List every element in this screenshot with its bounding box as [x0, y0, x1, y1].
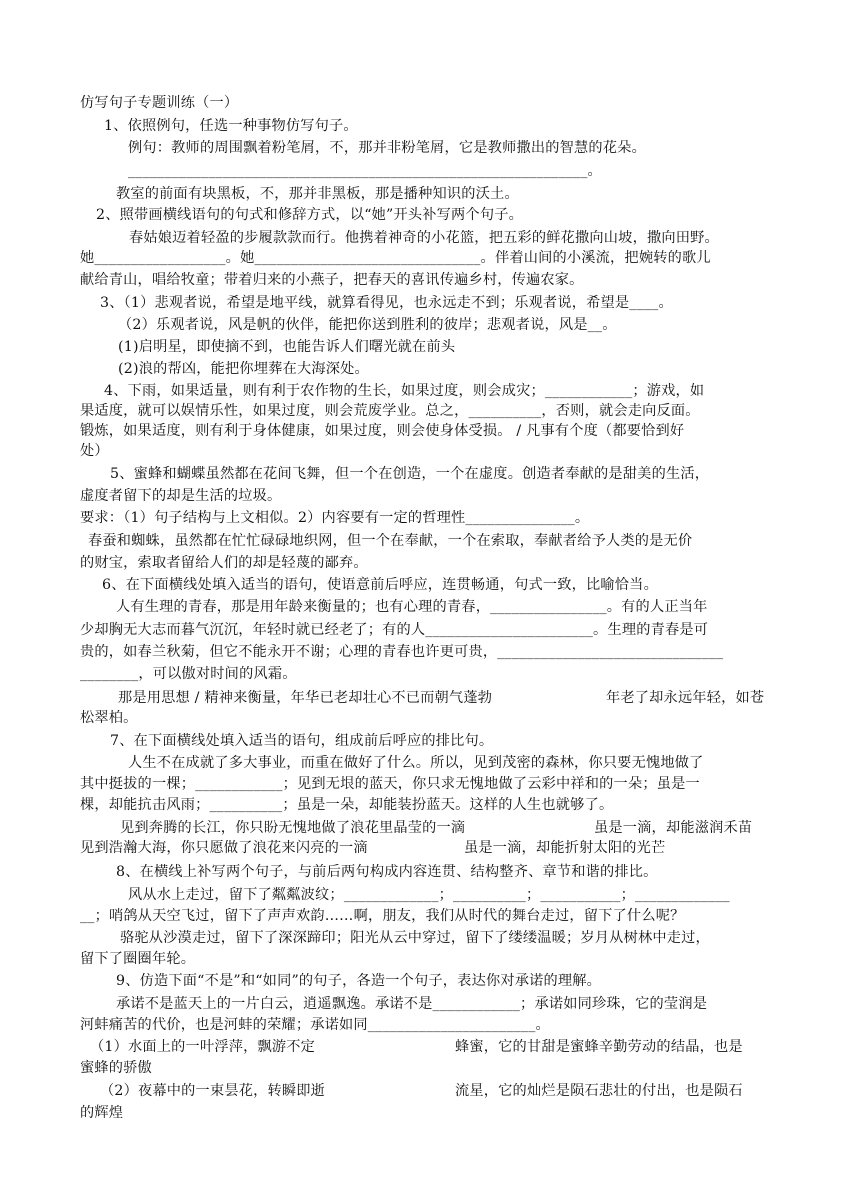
text-line: 虽是一滴，却能折射太阳的光芒	[464, 840, 666, 856]
text-line: 春姑娘迈着轻盈的步履款款而行。他携着神奇的小花篮，把五彩的鲜花撒向山坡，撒向田野。	[129, 230, 719, 246]
text-line: 那是用思想 / 精神来衡量，年华已老却壮心不已而朝气蓬勃	[118, 690, 493, 706]
text-line: 见到浩瀚大海，你只愿做了浪花来闪亮的一滴	[80, 840, 368, 856]
text-line: 虽是一滴，却能滋润禾苗	[594, 820, 753, 836]
text-line: __；哨鸽从天空飞过，留下了声声欢韵……啊，朋友，我们从时代的舞台走过，留下了什么呢？	[80, 908, 685, 924]
text-line: 骆驼从沙漠走过，留下了深深蹄印；阳光从云中穿过，留下了缕缕温暖；岁月从树林中走过，	[120, 930, 710, 946]
text-line: 流星，它的灿烂是陨石悲壮的付出，也是陨石	[455, 1083, 743, 1099]
text-line: (2)浪的帮凶，能把你埋葬在大海深处。	[118, 361, 369, 377]
text-line: 3、（1）悲观者说，希望是地平线，就算看得见，也永远走不到；乐观者说，希望是____。	[100, 295, 673, 311]
text-line: 松翠柏。	[80, 710, 138, 726]
text-line: 5、蜜蜂和蝴蝶虽然都在花间飞舞，但一个在创造，一个在虚度。创造者奉献的是甜美的生活，	[110, 466, 710, 482]
text-line: 见到奔腾的长江，你只盼无愧地做了浪花里晶莹的一滴	[120, 820, 466, 836]
text-line: 少却胸无大志而暮气沉沉，年轻时就已经老了；有的人_______________________。生理的青春是可	[80, 622, 709, 638]
text-line: 人生不在成就了多大事业，而重在做好了什么。所以，见到茂密的森林，你只要无愧地做了	[128, 755, 704, 771]
text-line: 虚度者留下的却是生活的垃圾。	[80, 488, 282, 504]
text-line: 锻炼，如果适度，则有利于身体健康，如果过度，则会使身体受损。 / 凡事有个度（都要恰到好	[80, 423, 685, 439]
text-line: 人有生理的青春，那是用年龄来衡量的；也有心理的青春，________________。有的人正当年	[116, 599, 708, 615]
text-line: 8、在横线上补写两个句子，与前后两句构成内容连贯、结构整齐、章节和谐的排比。	[116, 864, 658, 880]
text-line: 她__________________。她_______________________________。伴着山间的小溪流，把婉转的歌儿	[80, 250, 711, 266]
text-line: 河蚌痛苦的代价，也是河蚌的荣耀；承诺如同_______________________。	[80, 1017, 550, 1033]
text-line: 处）	[80, 443, 109, 459]
text-line: （1）水面上的一叶浮萍，飘游不定	[90, 1039, 316, 1055]
document-title: 仿写句子专题训练（一）	[80, 95, 239, 111]
text-line: 贵的，如春兰秋菊，但它不能永开不谢；心理的青春也许更可贵，_______________________________	[80, 644, 724, 660]
text-line: (1)启明星，即使摘不到，也能告诉人们曙光就在前头	[118, 339, 456, 355]
text-line: 9、仿造下面“不是”和“如同”的句子，各造一个句子，表达你对承诺的理解。	[116, 973, 602, 989]
text-line: 7、在下面横线处填入适当的语句，组成前后呼应的排比句。	[110, 733, 494, 749]
text-line: 2、照带画横线语句的句式和修辞方式，以“她”开头补写两个句子。	[96, 207, 523, 223]
text-line: 献给青山，唱给牧童；带着归来的小燕子，把春天的喜讯传遍乡村，传遍农家。	[80, 272, 584, 288]
text-line: ________，可以傲对时间的风霜。	[80, 666, 297, 682]
text-line: _______________________________________________________________。	[128, 163, 602, 179]
text-line: 风从水上走过，留下了粼粼波纹；_____________；__________；___________；_____________	[128, 887, 730, 903]
text-line: 教室的前面有块黑板，不，那并非黑板，那是播种知识的沃土。	[116, 186, 519, 202]
text-line: 其中挺拔的一棵；____________；见到无垠的蓝天，你只求无愧地做了云彩中祥和的一朵；虽是一	[80, 776, 700, 792]
text-line: （2）夜幕中的一束昙花，转瞬即逝	[100, 1083, 326, 1099]
text-line: 例句：教师的周围飘着粉笔屑，不，那并非粉笔屑，它是教师撒出的智慧的花朵。	[128, 140, 646, 156]
text-line: 蜜蜂的骄傲	[80, 1060, 152, 1076]
text-line: 果适度，就可以娱情乐性，如果过度，则会荒废学业。总之，__________，否则，就会走向反面。	[80, 403, 700, 419]
text-line: 要求：（1）句子结构与上文相似。2）内容要有一定的哲理性_______________。	[80, 510, 590, 526]
text-line: 春蚕和蜘蛛，虽然都在忙忙碌碌地织网，但一个在奉献，一个在索取，奉献者给予人类的是无价	[88, 533, 693, 549]
text-line: 1、依照例句，任选一种事物仿写句子。	[104, 118, 358, 134]
text-line: 4、下雨，如果适量，则有利于农作物的生长，如果过度，则会成灾；____________；游戏，如	[104, 383, 705, 399]
text-line: 6、在下面横线处填入适当的语句，使语意前后呼应，连贯畅通，句式一致，比喻恰当。	[102, 577, 658, 593]
text-line: 的财宝，索取者留给人们的却是轻蔑的鄙弃。	[80, 555, 368, 571]
text-line: （2）乐观者说，风是帆的伙伴，能把你送到胜利的彼岸；悲观者说，风是__。	[118, 317, 617, 333]
text-line: 留下了圈圈年轮。	[80, 951, 196, 967]
text-line: 蜂蜜，它的甘甜是蜜蜂辛勤劳动的结晶，也是	[455, 1039, 743, 1055]
text-line: 的辉煌	[80, 1105, 124, 1121]
text-line: 棵，却能抗击风雨；__________；虽是一朵，却能装扮蓝天。这样的人生也就够了。	[80, 797, 614, 813]
text-line: 承诺不是蓝天上的一片白云，逍遥飘逸。承诺不是____________；承诺如同珍珠，它的莹润是	[116, 996, 708, 1012]
text-line: 年老了却永远年轻，如苍	[606, 690, 765, 706]
